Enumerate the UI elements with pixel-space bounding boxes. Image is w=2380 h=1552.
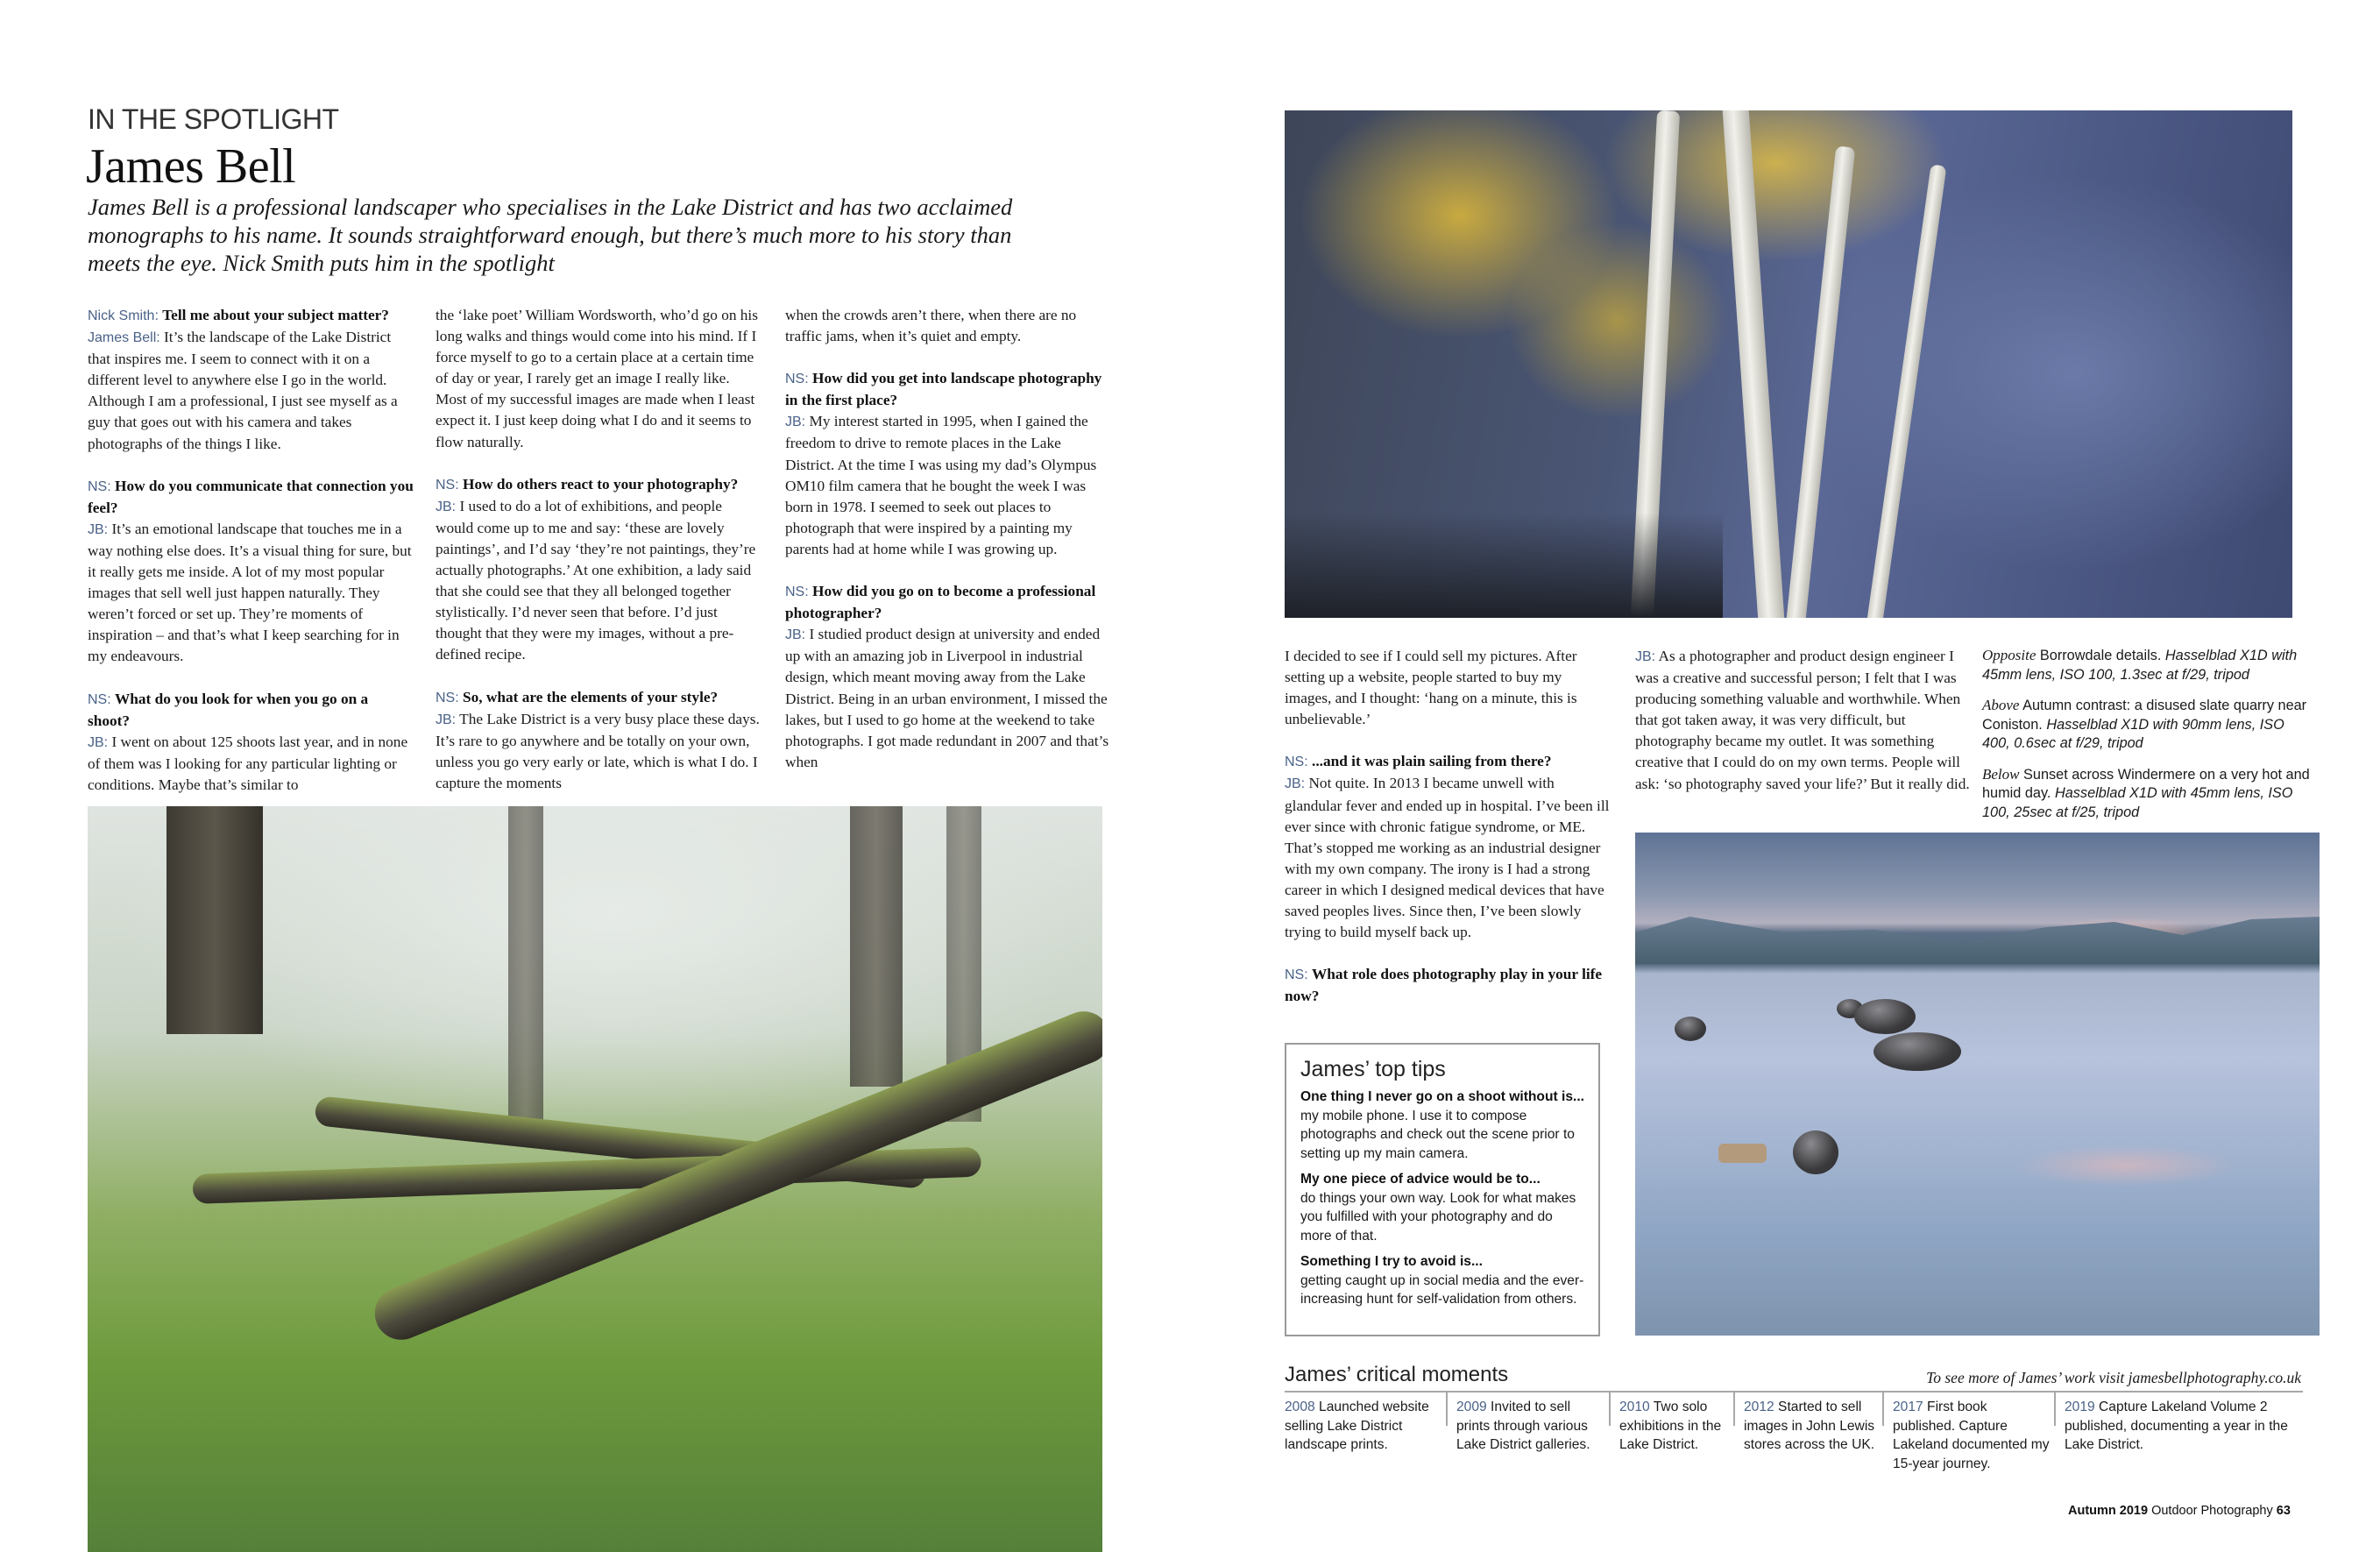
question-text: How do others react to your photography? — [463, 475, 739, 493]
timeline-divider — [2054, 1393, 2056, 1426]
timeline-divider — [1446, 1393, 1448, 1426]
quarry-shadow — [1285, 513, 1723, 618]
tree-trunk — [508, 806, 543, 1139]
answer-text: the ‘lake poet’ William Wordsworth, who’d go on his long walks and things would come into his mind. If I force myself to go to a certain place at a certain time of day or year, I rarely get an image I really like. Most of my successful images are made when I least expect it. I just keep doing what I do and it seems to flow naturally. — [436, 307, 758, 450]
tip-answer: my mobile phone. I use it to compose photographs and check out the scene prior to setting up my main camera. — [1300, 1108, 1575, 1161]
speaker-label: JB: — [436, 499, 457, 514]
timeline-item — [2065, 1398, 2301, 1455]
speaker-label: Nick Smith: — [88, 308, 159, 323]
body-column-1 — [88, 305, 414, 817]
tips-title: James’ top tips — [1300, 1057, 1446, 1081]
rock — [1718, 1144, 1767, 1163]
rock — [1854, 999, 1916, 1034]
photo-misty-woodland — [88, 806, 1102, 1552]
body-column-4 — [1285, 646, 1611, 1028]
timeline-year: 2012 — [1744, 1400, 1774, 1414]
interview-answer — [785, 305, 1111, 347]
timeline-item — [1456, 1398, 1605, 1455]
birch-trunk — [1722, 110, 1785, 618]
speaker-label: NS: — [436, 477, 459, 493]
timeline-text: Launched website selling Lake District landscape prints. — [1285, 1400, 1429, 1452]
timeline-divider — [1609, 1393, 1611, 1426]
answer-text: It’s the landscape of the Lake District that inspires me. I seem to connect with it on a different level to anywhere else I go in the world. Although I am a professional, I just see myself as a guy that goes out with his camera and takes photographs of the things I like. — [88, 329, 398, 452]
answer-text: My interest started in 1995, when I gained the freedom to drive to remote places in the Lake District. At the time I was using my dad’s Olympus OM10 film camera that he bought the week I was born in 1978. I seemed to seek out places to photograph that were inspired by a painting my parents had at home while I was growing up. — [785, 413, 1097, 557]
timeline-text: First book published. Capture Lakeland documented my 15-year journey. — [1893, 1400, 2050, 1471]
interview-answer — [88, 327, 414, 455]
timeline-item — [1893, 1398, 2051, 1473]
top-tips-box — [1285, 1043, 1600, 1336]
timeline-year: 2008 — [1285, 1400, 1315, 1414]
speaker-label: NS: — [436, 690, 459, 705]
page-folio: Autumn 2019 Outdoor Photography 63 — [2068, 1504, 2291, 1518]
interview-question — [1285, 751, 1611, 773]
birch-trunk — [1866, 164, 1947, 618]
caption-below: Below Sunset across Windermere on a very hot and humid day. Hasselblad X1D with 45mm lens, ISO 100, 25sec at f/25, tripod — [1982, 765, 2310, 820]
question-text: So, what are the elements of your style? — [463, 688, 719, 705]
speaker-label: NS: — [785, 585, 809, 600]
caption-opposite: Opposite Borrowdale details. Hasselblad X1D with 45mm lens, ISO 100, 1.3sec at f/29, tripod — [1982, 647, 2298, 683]
interview-answer — [1285, 773, 1611, 943]
question-text: How did you go on to become a professional photographer? — [785, 583, 1096, 622]
speaker-label: JB: — [1635, 649, 1656, 664]
timeline-year: 2009 — [1456, 1400, 1487, 1414]
timeline-text: Invited to sell prints through various Lake District galleries. — [1456, 1400, 1590, 1452]
photo-windermere-sunset — [1635, 833, 2320, 1336]
answer-text: It’s an emotional landscape that touches me in a way nothing else does. It’s a visual thing for sure, but it really gets me inside. A lot of my most popular images that sell well just happen naturally. They weren’t forced or set up. They’re moments of inspiration – and that’s what I keep searching for in my endeavours. — [88, 520, 412, 665]
fallen-branch — [192, 1147, 981, 1204]
interview-question — [88, 476, 414, 519]
interview-question — [1285, 964, 1611, 1007]
answer-text: I studied product design at university and ended up with an amazing job in Liverpool in industrial design, which meant moving away from the Lake District. Being in an urban environment, I missed the lakes, but I used to go home at the weekend to take photographs. I got made redundant in 2007 and that’s when — [785, 626, 1109, 770]
body-column-3 — [785, 305, 1111, 794]
tree-trunk — [850, 806, 903, 1087]
question-text: Tell me about your subject matter? — [162, 307, 389, 323]
speaker-label: JB: — [785, 415, 806, 430]
interview-answer — [1285, 646, 1611, 730]
question-text: ...and it was plain sailing from there? — [1312, 753, 1552, 770]
timeline-title: James’ critical moments — [1285, 1363, 1509, 1386]
tip-answer: getting caught up in social media and the ever-increasing hunt for self-validation from others. — [1300, 1272, 1584, 1307]
timeline-year: 2019 — [2065, 1400, 2095, 1414]
timeline-item — [1619, 1398, 1733, 1455]
speaker-label: NS: — [88, 691, 111, 707]
speaker-label: JB: — [1285, 776, 1306, 792]
tip-question: My one piece of advice would be to... — [1300, 1172, 1541, 1187]
timeline-year: 2010 — [1619, 1400, 1650, 1414]
timeline-text: Capture Lakeland Volume 2 published, documenting a year in the Lake District. — [2065, 1400, 2288, 1452]
interview-question — [436, 474, 761, 496]
speaker-label: JB: — [436, 712, 457, 727]
timeline-divider — [1733, 1393, 1735, 1426]
question-text: How do you communicate that connection you feel? — [88, 477, 414, 516]
question-text: How did you get into landscape photography in the first place? — [785, 370, 1102, 409]
answer-text: I decided to see if I could sell my pictures. After setting up a website, people started to buy my images, and I thought: ‘hang on a minute, this is unbelievable.’ — [1285, 648, 1577, 728]
speaker-label: NS: — [1285, 755, 1308, 770]
timeline-text: Started to sell images in John Lewis stores across the UK. — [1744, 1400, 1875, 1452]
timeline-item — [1744, 1398, 1880, 1455]
timeline-divider — [1882, 1393, 1884, 1426]
interview-answer — [785, 411, 1111, 560]
speaker-label: NS: — [88, 478, 111, 494]
rock — [1874, 1032, 1961, 1071]
interview-question — [785, 368, 1111, 411]
speaker-label: NS: — [785, 372, 809, 387]
interview-answer — [88, 732, 414, 796]
question-text: What role does photography play in your life now? — [1285, 966, 1603, 1005]
answer-text: when the crowds aren’t there, when there are no traffic jams, when it’s quiet and empty. — [785, 307, 1077, 345]
website-link[interactable]: To see more of James’ work visit jamesbellphotography.co.uk — [1926, 1369, 2301, 1386]
caption-above: Above Autumn contrast: a disused slate quarry near Coniston. Hasselblad X1D with 90mm lens, ISO 400, 0.6sec at f/29, tripod — [1982, 697, 2307, 751]
speaker-label: JB: — [88, 521, 109, 537]
body-column-2 — [436, 305, 761, 815]
interview-answer — [88, 519, 414, 668]
tip-answer: do things your own way. Look for what makes you fulfilled with your photography and do more of that. — [1300, 1190, 1576, 1244]
speaker-label: JB: — [785, 627, 806, 643]
speaker-label: NS: — [1285, 967, 1308, 983]
interview-question — [88, 689, 414, 732]
distant-hills — [1635, 911, 2320, 964]
birch-trunk — [1785, 145, 1855, 618]
answer-text: The Lake District is a very busy place these days. It’s rare to go anywhere and be totally on your own, unless you go very early or late, which is what I do. I capture the moments — [436, 710, 760, 791]
body-column-5 — [1635, 646, 1979, 816]
interview-question — [88, 305, 414, 327]
tree-trunk — [166, 806, 263, 1034]
tip-question: Something I try to avoid is... — [1300, 1254, 1483, 1269]
article-title: James Bell — [86, 139, 296, 194]
speaker-label: JB: — [88, 734, 109, 750]
answer-text: I went on about 125 shoots last year, and in none of them was I looking for any particular lighting or conditions. Maybe that’s similar to — [88, 733, 408, 793]
interview-answer — [436, 709, 761, 794]
interview-question — [785, 581, 1111, 624]
timeline-year: 2017 — [1893, 1400, 1923, 1414]
question-text: What do you look for when you go on a shoot? — [88, 690, 369, 729]
interview-answer — [436, 496, 761, 666]
photo-captions — [1982, 646, 2315, 833]
timeline-item — [1285, 1398, 1442, 1455]
tip-question: One thing I never go on a shoot without is... — [1300, 1089, 1585, 1104]
speaker-label: James Bell: — [88, 330, 160, 346]
interview-answer — [785, 624, 1111, 773]
timeline-text: Two solo exhibitions in the Lake District. — [1619, 1400, 1722, 1452]
answer-text: As a photographer and product design engineer I was a creative and successful person; I felt that I was producing something valuable and worthwhile. When that got taken away, it was very difficult, but photography became my outlet. It was something creative that I could do on my own terms. People will ask: ‘so photography saved your life?’ But it really did. — [1635, 648, 1970, 792]
interview-answer — [1635, 646, 1979, 795]
photo-slate-quarry-birches — [1285, 110, 2292, 618]
interview-answer — [436, 305, 761, 453]
rock — [1793, 1130, 1838, 1174]
standfirst: James Bell is a professional landscaper who specialises in the Lake District and has two acclaimed monographs to his name. It sounds straightforward enough, but there’s much more to his story than meets the eye. Nick Smith puts him in the spotlight — [88, 194, 1013, 276]
rock — [1675, 1017, 1706, 1041]
interview-question — [436, 687, 761, 709]
section-kicker: IN THE SPOTLIGHT — [88, 103, 339, 135]
answer-text: I used to do a lot of exhibitions, and people would come up to me and say: ‘these are lovely paintings’, and I’d say ‘they’re not paintings, they’re actually photographs.’ At one exhibition, a lady said that she could see that they all belonged together stylistically. I’d never seen that before. I’d just thought that they were my images, without a pre-defined recipe. — [436, 497, 756, 663]
timeline-rule — [1285, 1391, 2303, 1393]
answer-text: Not quite. In 2013 I became unwell with glandular fever and ended up in hospital. I’ve been ill ever since with chronic fatigue syndrome, or ME. That’s stopped me working as an industrial designer with my own company. The irony is I had a strong career in which I designed medical devices that have saved peoples lives. Since then, I’ve been slowly trying to build myself back up. — [1285, 775, 1610, 941]
